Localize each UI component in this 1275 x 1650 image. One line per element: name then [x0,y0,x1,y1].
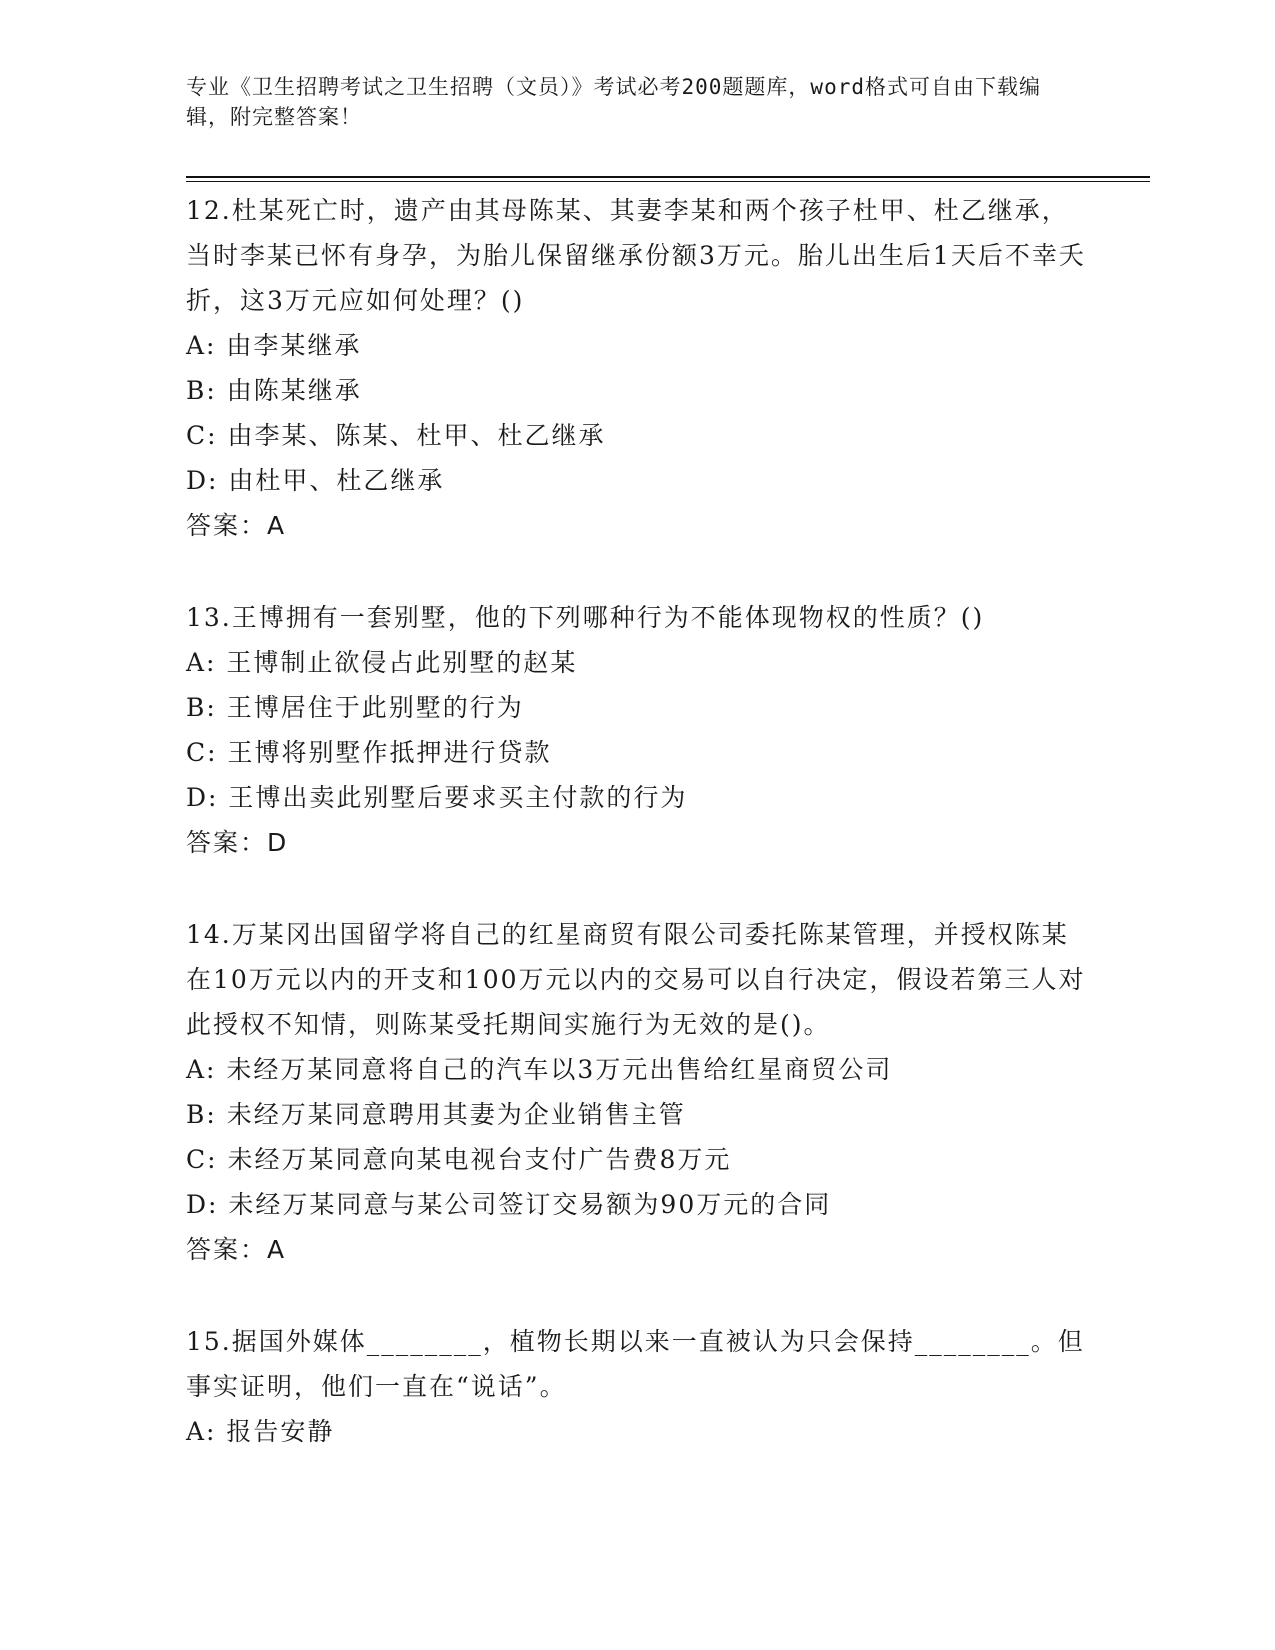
header-text: 专业《卫生招聘考试之卫生招聘（文员）》考试必考200题题库，word格式可自由下载编辑，附完整答案！ [186,75,1041,129]
question-15 [186,1319,1086,1454]
answer: 答案：A [186,1235,287,1264]
option-d: D: 王博出卖此别墅后要求买主付款的行为 [186,783,688,812]
option-a: A: 王博制止欲侵占此别墅的赵某 [186,648,578,677]
header-rule-thick [186,176,1150,178]
question-text: 12.杜某死亡时，遗产由其母陈某、其妻李某和两个孩子杜甲、杜乙继承，当时李某已怀有身孕，为胎儿保留继承份额3万元。胎儿出生后1天后不幸夭折，这3万元应如何处理？() [186,196,1086,315]
question-list [186,188,1086,1500]
page-header [186,72,1066,132]
option-a: A: 由李某继承 [186,331,362,360]
option-c: C: 由李某、陈某、杜甲、杜乙继承 [186,421,606,450]
question-text: 14.万某冈出国留学将自己的红星商贸有限公司委托陈某管理，并授权陈某在10万元以内的开支和100万元以内的交易可以自行决定，假设若第三人对此授权不知情，则陈某受托期间实施行为无效的是()。 [186,920,1086,1039]
question-12 [186,188,1086,549]
header-rule-thin [186,181,1150,182]
option-b: B: 未经万某同意聘用其妻为企业销售主管 [186,1100,686,1129]
question-text: 15.据国外媒体________，植物长期以来一直被认为只会保持________。但事实证明，他们一直在“说话”。 [186,1327,1085,1401]
answer: 答案：A [186,511,287,540]
question-13 [186,595,1086,866]
option-b: B: 由陈某继承 [186,376,362,405]
option-a: A: 报告安静 [186,1417,335,1446]
option-b: B: 王博居住于此别墅的行为 [186,693,524,722]
question-text: 13.王博拥有一套别墅，他的下列哪种行为不能体现物权的性质？() [186,603,985,632]
option-d: D: 未经万某同意与某公司签订交易额为90万元的合同 [186,1190,832,1219]
question-14 [186,912,1086,1273]
option-a: A: 未经万某同意将自己的汽车以3万元出售给红星商贸公司 [186,1055,893,1084]
option-c: C: 未经万某同意向某电视台支付广告费8万元 [186,1145,732,1174]
option-d: D: 由杜甲、杜乙继承 [186,466,445,495]
answer: 答案：D [186,828,289,857]
option-c: C: 王博将别墅作抵押进行贷款 [186,738,552,767]
